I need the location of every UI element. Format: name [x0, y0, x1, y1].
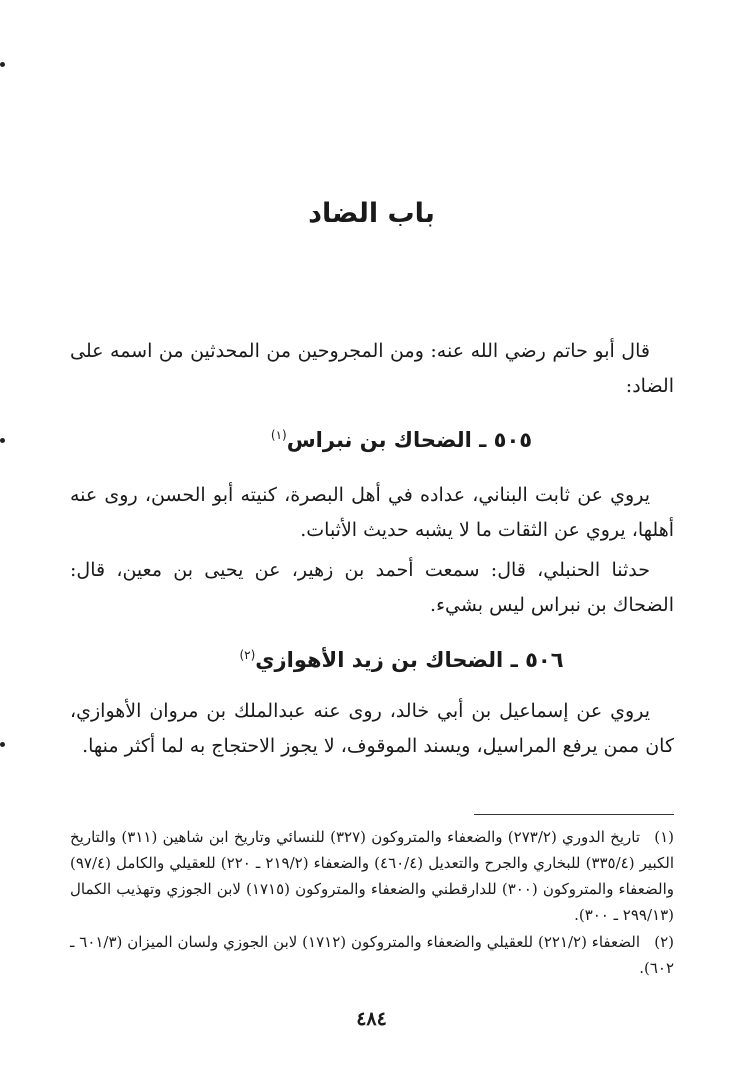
- margin-mark: [0, 62, 5, 67]
- entry-505-paragraph-2: حدثنا الحنبلي، قال: سمعت أحمد بن زهير، عن يحيى بن معين، قال: الضحاك بن نبراس ليس بشيء.: [70, 559, 674, 616]
- entry-505-paragraph-1: يروي عن ثابت البناني، عداده في أهل البصرة، كنيته أبو الحسن، روى عنه أهلها، يروي عن الثقات ما لا يشبه حديث الأثبات.: [70, 484, 674, 541]
- entry-heading-text: ٥٠٥ ـ الضحاك بن نبراس: [286, 428, 533, 452]
- footnote-text: تاريخ الدوري (٢٧٣/٢) والضعفاء والمتروكون (٣٢٧) للنسائي وتاريخ ابن شاهين (٣١١) والتاريخ الكبير (٣٣٥/٤) للبخاري والجرح والتعديل (٤٦٠/٤) والضعفاء (٢١٩/٢ ـ ٢٢٠) للعقيلي والكامل (٩٧/٤) والضعفاء والمتروكون (٣٠٠) للدارقطني والضعفاء والمتروكون (١٧١٥) لابن الجوزي وتهذيب الكمال (٢٩٩/١٣ ـ ٣٠٠).: [70, 828, 675, 924]
- chapter-title: باب الضاد: [308, 198, 435, 229]
- intro-paragraph: قال أبو حاتم رضي الله عنه: ومن المجروحين من المحدثين من اسمه على الضاد:: [70, 340, 674, 397]
- footnote-ref: (٢): [239, 648, 256, 662]
- margin-mark: [0, 742, 5, 747]
- footnote-1: [70, 824, 674, 928]
- footnote-number: (٢): [654, 933, 674, 951]
- footnote-separator: [474, 814, 674, 815]
- entry-heading-505: [0, 428, 743, 452]
- entry-heading-text: ٥٠٦ ـ الضحاك بن زيد الأهوازي: [255, 648, 564, 672]
- entry-heading-506: [0, 648, 743, 672]
- footnote-number: (١): [654, 828, 674, 846]
- footnote-text: الضعفاء (٢٢١/٢) للعقيلي والضعفاء والمتروكون (١٧١٢) لابن الجوزي ولسان الميزان (٦٠١/٣ ـ ٦٠٢).: [70, 933, 674, 977]
- footnote-2: [70, 929, 674, 981]
- entry-506-paragraph-1: يروي عن إسماعيل بن أبي خالد، روى عنه عبدالملك بن مروان الأهوازي، كان ممن يرفع المراسيل، ويسند الموقوف، لا يجوز الاحتجاج به لما أكثر منها.: [70, 700, 674, 757]
- page-number: ٤٨٤: [356, 1008, 387, 1030]
- footnote-ref: (١): [270, 428, 287, 442]
